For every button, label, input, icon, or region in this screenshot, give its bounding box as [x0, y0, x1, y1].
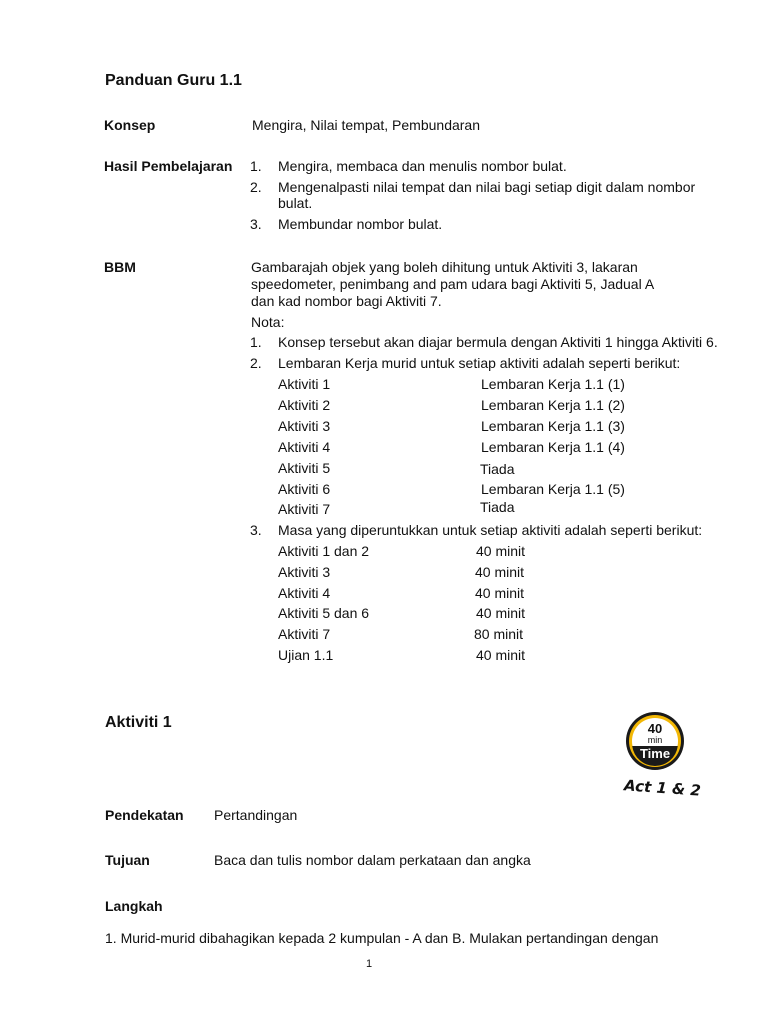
masa-time: 80 minit — [474, 626, 524, 642]
lembaran-aktiviti: Aktiviti 3 — [278, 418, 331, 434]
konsep-label: Konsep — [104, 117, 156, 133]
masa-time: 40 minit — [476, 647, 526, 663]
masa-aktiviti: Ujian 1.1 — [278, 647, 334, 663]
masa-aktiviti: Aktiviti 3 — [278, 564, 331, 580]
bbm-line: speedometer, penimbang and pam udara bagi Aktiviti 5, Jadual A — [251, 276, 655, 292]
masa-time: 40 minit — [475, 585, 525, 601]
hasil-item-num: 2. — [250, 179, 262, 195]
lembaran-aktiviti: Aktiviti 5 — [278, 460, 331, 476]
nota-label: Nota: — [251, 314, 285, 330]
nota-item-num: 1. — [250, 334, 262, 350]
hasil-item-text: Mengenalpasti nilai tempat dan nilai bagi setiap digit dalam nombor — [278, 179, 696, 195]
timer-badge-icon — [624, 710, 686, 772]
hasil-item-text: Membundar nombor bulat. — [278, 216, 443, 232]
masa-aktiviti: Aktiviti 1 dan 2 — [278, 543, 370, 559]
lembaran-sheet: Tiada — [480, 461, 515, 477]
lembaran-sheet: Tiada — [480, 499, 515, 515]
lembaran-sheet: Lembaran Kerja 1.1 (1) — [481, 376, 625, 392]
langkah-step-1: 1. Murid-murid dibahagikan kepada 2 kumpulan - A dan B. Mulakan pertandingan dengan — [105, 930, 659, 946]
hasil-item-num: 1. — [250, 158, 262, 174]
lembaran-aktiviti: Aktiviti 7 — [278, 501, 331, 517]
tujuan-label: Tujuan — [105, 852, 150, 868]
hasil-item-num: 3. — [250, 216, 262, 232]
timer-label: Time — [639, 746, 671, 761]
lembaran-sheet: Lembaran Kerja 1.1 (2) — [481, 397, 625, 413]
timer-unit: min — [647, 735, 663, 745]
masa-time: 40 minit — [475, 564, 525, 580]
masa-time: 40 minit — [476, 543, 526, 559]
bbm-line: dan kad nombor bagi Aktiviti 7. — [251, 293, 442, 309]
pendekatan-label: Pendekatan — [105, 807, 184, 823]
masa-time: 40 minit — [476, 605, 526, 621]
page-number: 1 — [366, 958, 373, 970]
pendekatan-value: Pertandingan — [214, 807, 298, 823]
hasil-item-text: Mengira, membaca dan menulis nombor bulat. — [278, 158, 567, 174]
bbm-line: Gambarajah objek yang boleh dihitung untuk Aktiviti 3, lakaran — [251, 259, 638, 275]
nota-item-text: Konsep tersebut akan diajar bermula dengan Aktiviti 1 hingga Aktiviti 6. — [278, 334, 718, 350]
timer-number: 40 — [647, 721, 663, 736]
lembaran-aktiviti: Aktiviti 1 — [278, 376, 331, 392]
masa-item-num: 3. — [250, 522, 262, 538]
page-title: Panduan Guru 1.1 — [105, 72, 242, 89]
nota-item-num: 2. — [250, 355, 262, 371]
lembaran-sheet: Lembaran Kerja 1.1 (5) — [481, 481, 625, 497]
hasil-item-text: bulat. — [278, 195, 313, 211]
konsep-value: Mengira, Nilai tempat, Pembundaran — [252, 117, 481, 133]
langkah-label: Langkah — [105, 898, 163, 914]
act-handwritten-note: Act 1 & 2 — [623, 776, 702, 800]
aktiviti-1-title: Aktiviti 1 — [105, 714, 172, 731]
lembaran-sheet: Lembaran Kerja 1.1 (4) — [481, 439, 625, 455]
masa-item-text: Masa yang diperuntukkan untuk setiap aktiviti adalah seperti berikut: — [278, 522, 703, 538]
masa-aktiviti: Aktiviti 5 dan 6 — [278, 605, 370, 621]
masa-aktiviti: Aktiviti 7 — [278, 626, 331, 642]
lembaran-sheet: Lembaran Kerja 1.1 (3) — [481, 418, 625, 434]
lembaran-aktiviti: Aktiviti 4 — [278, 439, 331, 455]
bbm-label: BBM — [104, 259, 136, 275]
lembaran-aktiviti: Aktiviti 6 — [278, 481, 331, 497]
nota-item-text: Lembaran Kerja murid untuk setiap aktiviti adalah seperti berikut: — [278, 355, 681, 371]
tujuan-value: Baca dan tulis nombor dalam perkataan dan angka — [214, 852, 531, 868]
hasil-label: Hasil Pembelajaran — [104, 158, 233, 174]
masa-aktiviti: Aktiviti 4 — [278, 585, 331, 601]
lembaran-aktiviti: Aktiviti 2 — [278, 397, 331, 413]
